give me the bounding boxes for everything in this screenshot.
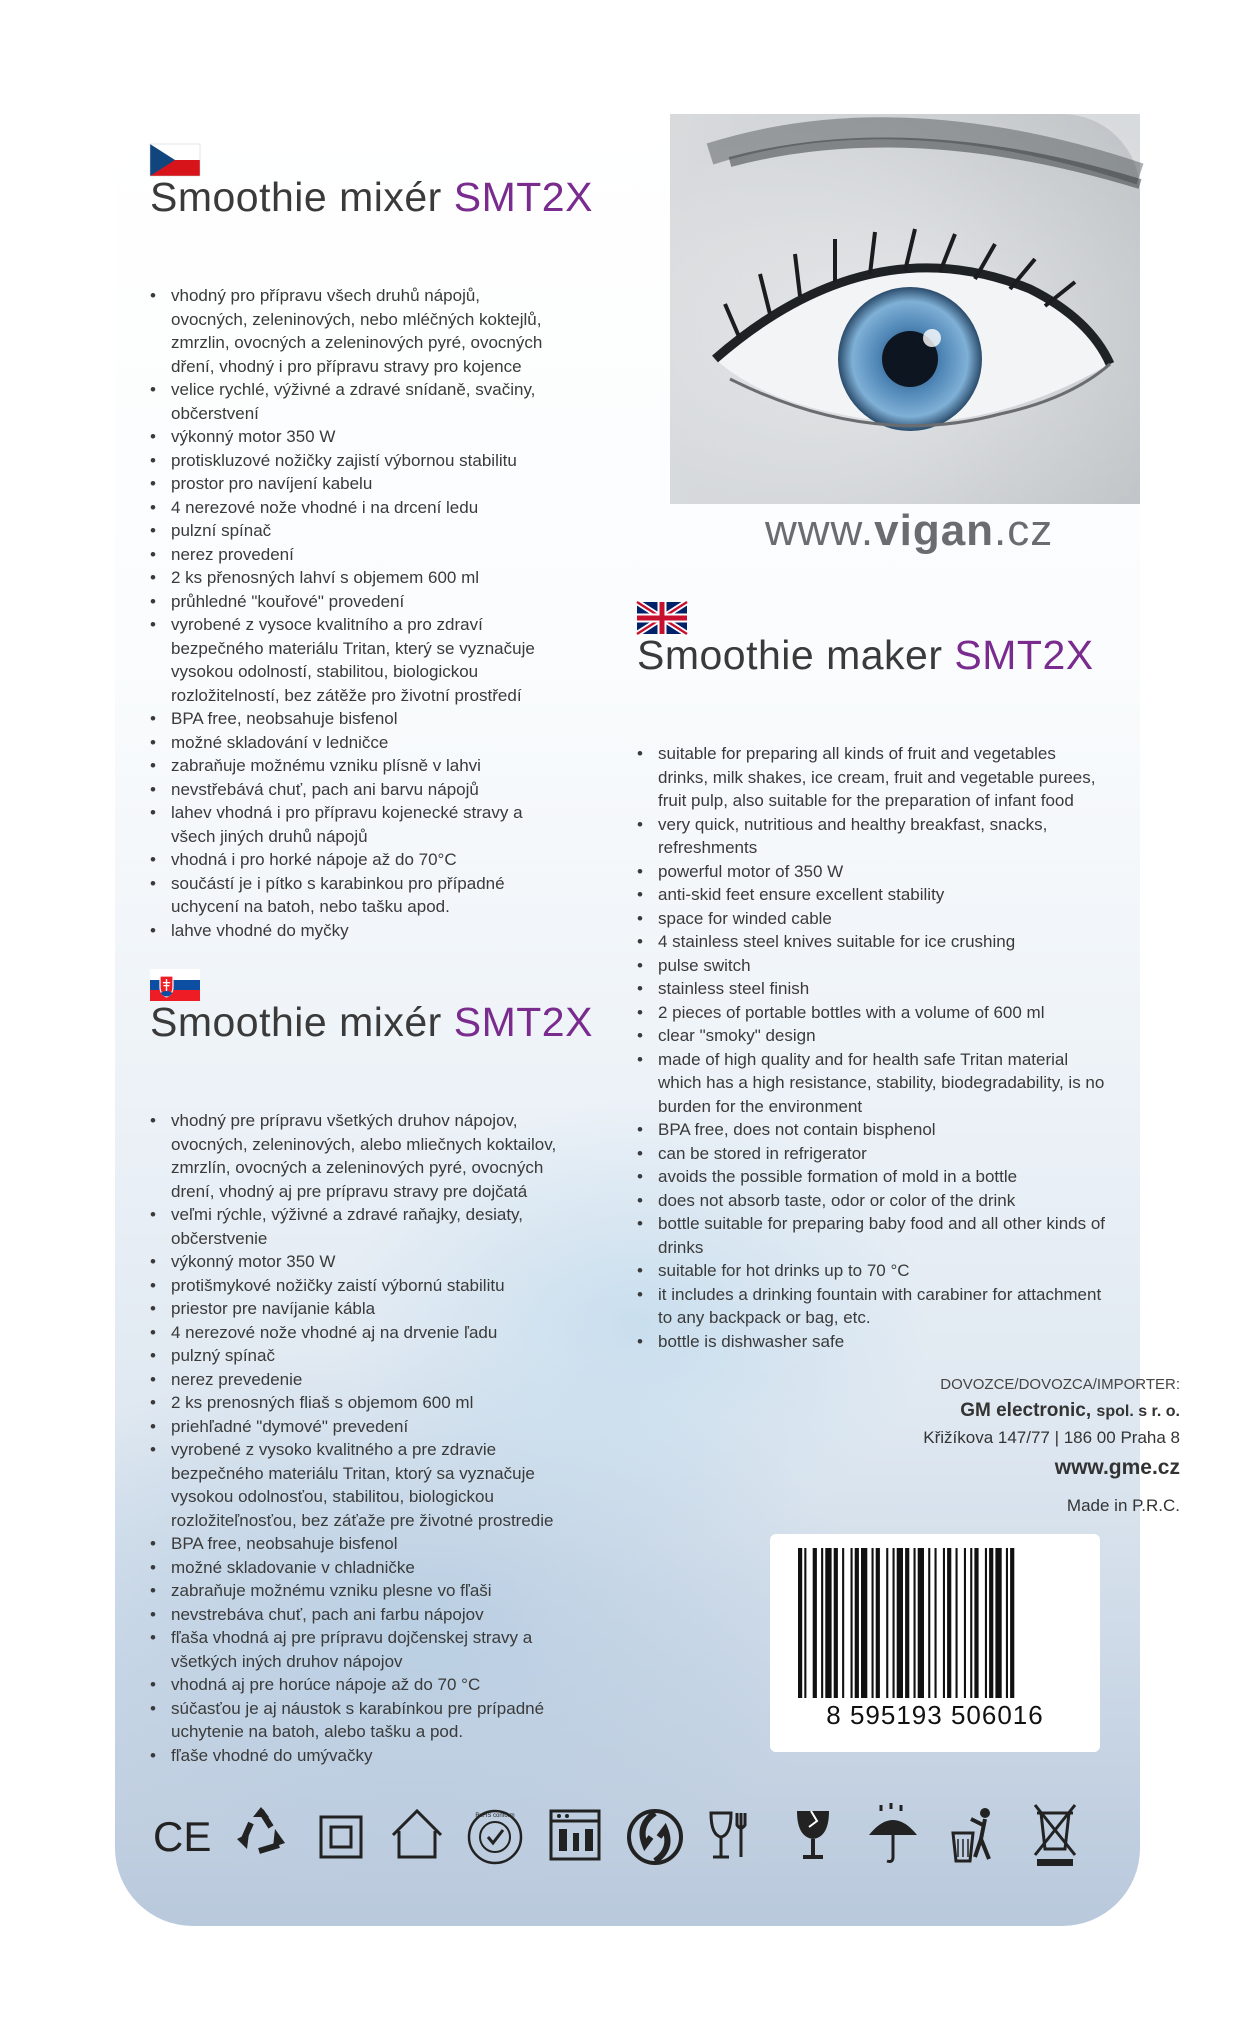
barcode-bar: [1006, 1548, 1008, 1698]
en-feature-item: • anti-skid feet ensure excellent stability: [637, 883, 1107, 907]
sk-feature-list: [150, 1109, 570, 1767]
barcode-bar: [956, 1548, 958, 1698]
slovak-flag-icon: [150, 969, 200, 1001]
en-feature-item: • clear "smoky" design: [637, 1024, 1107, 1048]
cz-feature-item: • BPA free, neobsahuje bisfenol: [150, 707, 550, 731]
barcode-bar: [813, 1548, 817, 1698]
en-model: SMT2X: [954, 632, 1094, 678]
food-safe-icon: [703, 1799, 763, 1871]
barcode-bar: [834, 1548, 838, 1698]
sk-feature-item: • vyrobené z vysoko kvalitného a pre zdravie bezpečného materiálu Tritan, ktorý sa vyznačuje vysokou odolnosťou, stabilitou, biologickou rozložiteľnosťou, bez záťaže pre životné prostredie: [150, 1438, 570, 1532]
barcode-number: 8 595193 506016: [826, 1700, 1044, 1730]
website-brand: vigan: [874, 506, 995, 555]
company-name: GM electronic,: [960, 1400, 1092, 1421]
cz-feature-item: • vhodný pro přípravu všech druhů nápojů, ovocných, zeleninových, nebo mléčných koktejlů, zmrzlin, ovocných a zeleninových pyré, ovocných dření, vhodný i pro přípravu stravy pro kojence: [150, 284, 550, 378]
cz-feature-item: • průhledné "kouřové" provedení: [150, 590, 550, 614]
barcode-bar: [821, 1548, 823, 1698]
website-prefix: www.: [765, 506, 875, 555]
barcode-bar: [861, 1548, 867, 1698]
sk-feature-item: • protišmykové nožičky zaistí výbornú stabilitu: [150, 1274, 570, 1298]
double-insulation-icon: [311, 1799, 371, 1871]
en-feature-item: • pulse switch: [637, 954, 1107, 978]
en-feature-item: • bottle is dishwasher safe: [637, 1330, 1107, 1354]
brand-website: [765, 506, 1053, 556]
sk-model: SMT2X: [453, 999, 593, 1045]
barcode-bar: [974, 1548, 978, 1698]
en-feature-item: • space for winded cable: [637, 907, 1107, 931]
cz-feature-item: • zabraňuje možnému vzniku plísně v lahvi: [150, 754, 550, 778]
indoor-use-icon: [387, 1799, 447, 1871]
en-feature-item: • 4 stainless steel knives suitable for ice crushing: [637, 930, 1107, 954]
barcode-bar: [935, 1548, 937, 1698]
en-feature-item: • powerful motor of 350 W: [637, 860, 1107, 884]
barcode-bar: [1010, 1548, 1014, 1698]
sk-feature-item: • 2 ks prenosných fliaš s objemom 600 ml: [150, 1391, 570, 1415]
sk-feature-item: • vhodný pre prípravu všetkých druhov nápojov, ovocných, zeleninových, alebo mliečnych koktailov, zmrzlín, ovocných a zeleninových pyré, ovocných drení, vhodný aj pre prípravu stravy pre dojčatá: [150, 1109, 570, 1203]
cz-feature-item: • 4 nerezové nože vhodné i na drcení ledu: [150, 496, 550, 520]
barcode-bar: [905, 1548, 909, 1698]
website-suffix: .cz: [994, 506, 1054, 555]
en-title-text: Smoothie maker: [637, 632, 943, 678]
en-feature-item: • 2 pieces of portable bottles with a volume of 600 ml: [637, 1001, 1107, 1025]
eye-photo: [670, 114, 1140, 504]
barcode-bar: [825, 1548, 831, 1698]
barcode-bar: [943, 1548, 945, 1698]
sk-feature-item: • veľmi rýchle, výživné a zdravé raňajky, desiaty, občerstvenie: [150, 1203, 570, 1250]
sk-feature-item: • priestor pre navíjanie kábla: [150, 1297, 570, 1321]
cz-section-title: [150, 174, 593, 221]
en-feature-item: • does not absorb taste, odor or color of the drink: [637, 1189, 1107, 1213]
ce-mark-icon: [151, 1799, 211, 1871]
cz-feature-item: • výkonný motor 350 W: [150, 425, 550, 449]
sk-feature-item: • fľaša vhodná aj pre prípravu dojčenskej stravy a všetkých iných druhov nápojov: [150, 1626, 570, 1673]
sk-title-text: Smoothie mixér: [150, 999, 442, 1045]
cz-feature-item: • vhodná i pro horké nápoje až do 70°C: [150, 848, 550, 872]
cz-feature-item: • vyrobené z vysoce kvalitního a pro zdraví bezpečného materiálu Tritan, který se vyznačuje vysokou odolností, stabilitou, biologickou rozložitelností, bez zátěže pro životní prostředí: [150, 613, 550, 707]
barcode-bar: [842, 1548, 844, 1698]
barcode-bar: [798, 1548, 802, 1698]
svg-text:CE: CE: [153, 1813, 212, 1860]
en-feature-item: • BPA free, does not contain bisphenol: [637, 1118, 1107, 1142]
cz-feature-list: [150, 284, 550, 942]
svg-text:RoHS conform: RoHS conform: [475, 1813, 515, 1819]
barcode-bar: [804, 1548, 806, 1698]
barcode-bar: [855, 1548, 859, 1698]
cz-title-text: Smoothie mixér: [150, 174, 442, 220]
barcode-bar: [985, 1548, 987, 1698]
en-feature-list: [637, 742, 1107, 1353]
barcode-bar: [989, 1548, 993, 1698]
cz-feature-item: • velice rychlé, výživné a zdravé snídaně, svačiny, občerstvení: [150, 378, 550, 425]
en-feature-item: • suitable for preparing all kinds of fruit and vegetables drinks, milk shakes, ice cream, fruit and vegetable purees, fruit pulp, also suitable for the preparation of infant food: [637, 742, 1107, 813]
cz-model: SMT2X: [453, 174, 593, 220]
cz-feature-item: • protiskluzové nožičky zajistí výbornou stabilitu: [150, 449, 550, 473]
sk-feature-item: • nerez prevedenie: [150, 1368, 570, 1392]
sk-feature-item: • výkonný motor 350 W: [150, 1250, 570, 1274]
cz-feature-item: • možné skladování v ledničce: [150, 731, 550, 755]
barcode-bar: [876, 1548, 880, 1698]
importer-address: Křižíkova 147/77 | 186 00 Praha 8: [923, 1428, 1180, 1447]
cz-feature-item: • 2 ks přenosných lahví s objemem 600 ml: [150, 566, 550, 590]
importer-company: [555, 1400, 1180, 1422]
barcode-bar: [886, 1548, 888, 1698]
cz-feature-item: • nevstřebává chuť, pach ani barvu nápojů: [150, 778, 550, 802]
sk-feature-item: • fľaše vhodné do umývačky: [150, 1744, 570, 1768]
en-feature-item: • it includes a drinking fountain with carabiner for attachment to any backpack or bag, etc.: [637, 1283, 1107, 1330]
barcode-bar: [918, 1548, 924, 1698]
barcode-bar: [897, 1548, 903, 1698]
cz-feature-item: • lahev vhodná i pro přípravu kojenecké stravy a všech jiných druhů nápojů: [150, 801, 550, 848]
tidyman-icon: [945, 1799, 1005, 1871]
sk-section-title: [150, 999, 593, 1046]
sk-feature-item: • priehľadné "dymové" prevedení: [150, 1415, 570, 1439]
sk-feature-item: • nevstrebáva chuť, pach ani farbu nápojov: [150, 1603, 570, 1627]
fragile-icon: [783, 1799, 843, 1871]
barcode-bar: [872, 1548, 874, 1698]
weee-bin-icon: [1025, 1799, 1085, 1871]
en-feature-item: • avoids the possible formation of mold in a bottle: [637, 1165, 1107, 1189]
importer-label: DOVOZCE/DOVOZCA/IMPORTER:: [940, 1376, 1180, 1393]
certification-icons: [151, 1799, 1106, 1889]
barcode-bar: [970, 1548, 972, 1698]
en-feature-item: • bottle suitable for preparing baby food and all other kinds of drinks: [637, 1212, 1107, 1259]
importer-website: www.gme.cz: [1054, 1456, 1180, 1479]
green-dot-icon: [625, 1799, 685, 1871]
cz-feature-item: • součástí je i pítko s karabinkou pro případné uchycení na batoh, nebo tašku apod.: [150, 872, 550, 919]
sk-feature-item: • 4 nerezové nože vhodné aj na drvenie ľadu: [150, 1321, 570, 1345]
sk-feature-item: • BPA free, neobsahuje bisfenol: [150, 1532, 570, 1556]
sk-feature-item: • zabraňuje možnému vzniku plesne vo fľaši: [150, 1579, 570, 1603]
sk-feature-item: • pulzný spínač: [150, 1344, 570, 1368]
barcode-bar: [914, 1548, 916, 1698]
barcode-bar: [964, 1548, 966, 1698]
sk-feature-item: • možné skladovanie v chladničke: [150, 1556, 570, 1580]
cz-feature-item: • nerez provedení: [150, 543, 550, 567]
recycle-icon: [231, 1799, 291, 1871]
en-feature-item: • very quick, nutritious and healthy breakfast, snacks, refreshments: [637, 813, 1107, 860]
barcode-bar: [851, 1548, 853, 1698]
sk-feature-item: • súčasťou je aj náustok s karabínkou pre prípadné uchytenie na batoh, alebo tašku a pod.: [150, 1697, 570, 1744]
cz-feature-item: • prostor pro navíjení kabelu: [150, 472, 550, 496]
sk-feature-item: • vhodná aj pre horúce nápoje až do 70 °C: [150, 1673, 570, 1697]
cz-feature-item: • pulzní spínač: [150, 519, 550, 543]
cz-feature-item: • lahve vhodné do myčky: [150, 919, 550, 943]
dishwasher-safe-icon: [545, 1799, 605, 1871]
en-feature-item: • stainless steel finish: [637, 977, 1107, 1001]
uk-flag-icon: [637, 602, 687, 634]
keep-dry-icon: [863, 1799, 923, 1871]
company-suffix: spol. s r. o.: [1096, 1403, 1180, 1420]
barcode-bar: [995, 1548, 1001, 1698]
packaging-card: [115, 114, 1180, 1926]
barcode-bar: [947, 1548, 951, 1698]
rohs-conform-icon: [465, 1799, 525, 1871]
en-feature-item: • made of high quality and for health safe Tritan material which has a high resistance, stability, biodegradability, is no burden for the environment: [637, 1048, 1107, 1119]
en-feature-item: • suitable for hot drinks up to 70 °C: [637, 1259, 1107, 1283]
barcode-bars: [794, 1548, 1076, 1700]
en-section-title: [637, 632, 1094, 679]
barcode: [770, 1534, 1100, 1752]
made-in-label: Made in P.R.C.: [1066, 1496, 1180, 1515]
czech-flag-icon: [150, 144, 200, 176]
barcode-bar: [928, 1548, 930, 1698]
barcode-bar: [893, 1548, 895, 1698]
en-feature-item: • can be stored in refrigerator: [637, 1142, 1107, 1166]
